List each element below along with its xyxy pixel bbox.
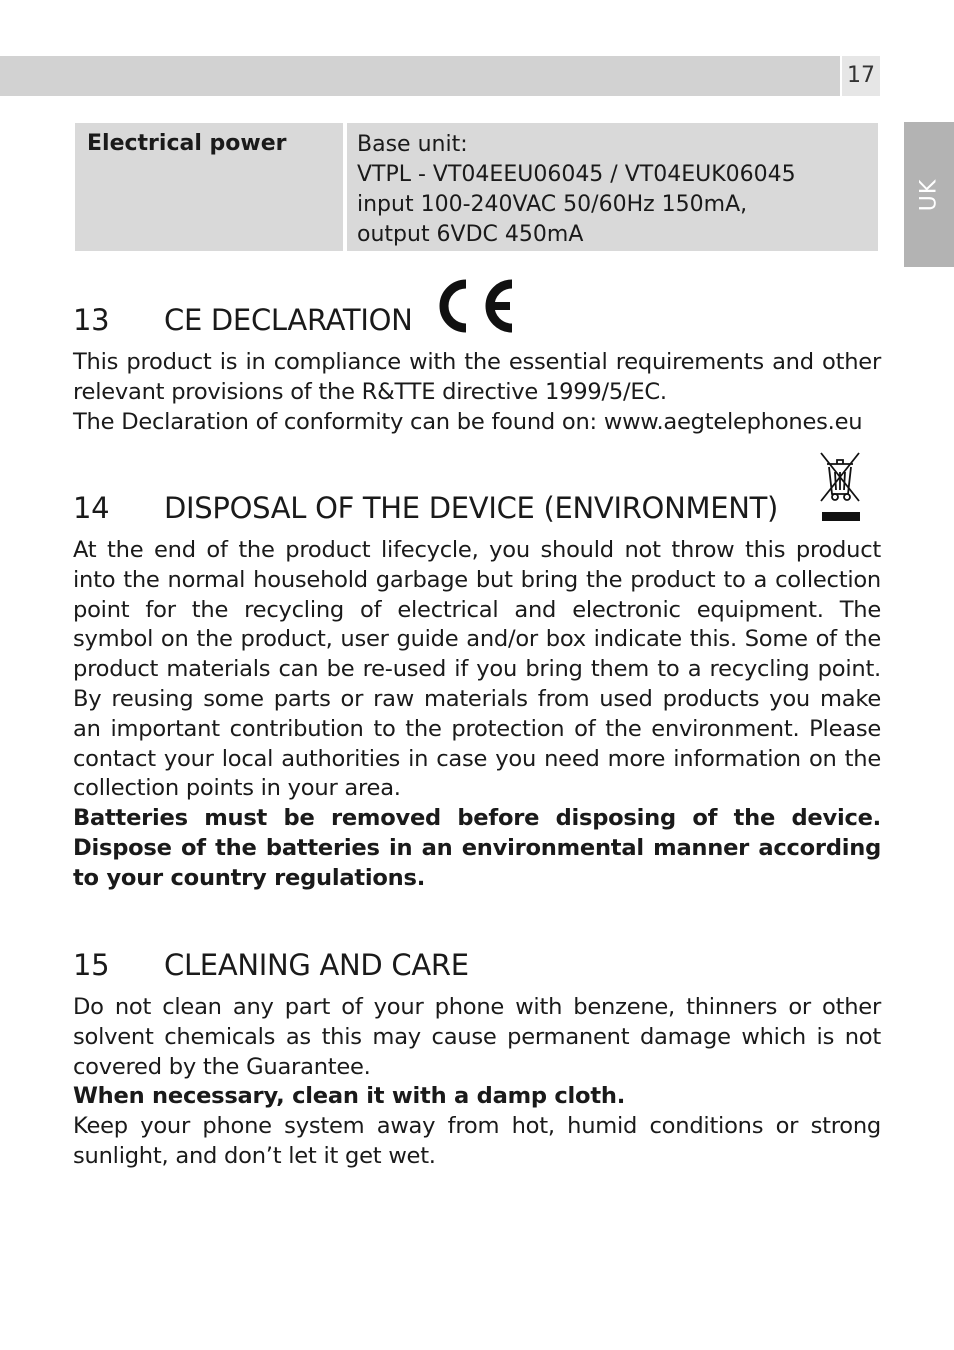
- cleaning-instruction: When necessary, clean it with a damp cloth.: [73, 1083, 626, 1110]
- weee-crossed-bin-icon: [818, 450, 862, 524]
- section-title: CLEANING AND CARE: [164, 948, 469, 982]
- disposal-text: [73, 536, 881, 894]
- cleaning-paragraph: Keep your phone system away from hot, humid conditions or strong sunlight, and don’t let it get wet.: [73, 1113, 881, 1169]
- disposal-paragraph: At the end of the product lifecycle, you should not throw this product into the normal household garbage but bring the product to a collection point for the recycling of electrical and electronic equipment. The symbol on the product, user guide and/or box indicate this. Some of the product materials can be re-used if you bring them to a recycling point. By reusing some parts or raw materials from used products you make an important contribution to the protection of the environment. Please contact your local authorities in case you need more information on the collection points in your area.: [73, 537, 881, 802]
- ce-paragraph: This product is in compliance with the essential requirements and other relevant provisions of the R&TTE directive 1999/5/EC.: [73, 349, 881, 405]
- language-tab: [904, 122, 954, 267]
- spec-value-line: Base unit:: [357, 132, 468, 157]
- header-bar: [0, 56, 840, 96]
- section-number: 13: [73, 303, 110, 337]
- spec-value-line: VTPL - VT04EEU06045 / VT04EUK06045: [357, 162, 796, 187]
- spec-value: [347, 123, 878, 251]
- language-tab-label: UK: [916, 178, 942, 211]
- section-title: CE DECLARATION: [164, 303, 413, 337]
- section-title: DISPOSAL OF THE DEVICE (ENVIRONMENT): [164, 491, 779, 525]
- cleaning-text: [73, 993, 881, 1172]
- spec-value-line: input 100-240VAC 50/60Hz 150mA,: [357, 192, 748, 217]
- spec-table: [75, 123, 878, 251]
- section-number: 14: [73, 491, 110, 525]
- ce-text: [73, 348, 881, 437]
- disposal-warning: Batteries must be removed before disposing of the device. Dispose of the batteries in an environmental manner according to your country regulations.: [73, 805, 881, 891]
- spec-value-line: output 6VDC 450mA: [357, 222, 584, 247]
- ce-mark-icon: [432, 278, 516, 334]
- section-number: 15: [73, 948, 110, 982]
- spec-label: Electrical power: [75, 123, 343, 251]
- ce-paragraph: The Declaration of conformity can be found on: www.aegtelephones.eu: [73, 408, 863, 435]
- cleaning-paragraph: Do not clean any part of your phone with benzene, thinners or other solvent chemicals as this may cause permanent damage which is not covered by the Guarantee.: [73, 994, 881, 1080]
- page-number: 17: [842, 56, 880, 96]
